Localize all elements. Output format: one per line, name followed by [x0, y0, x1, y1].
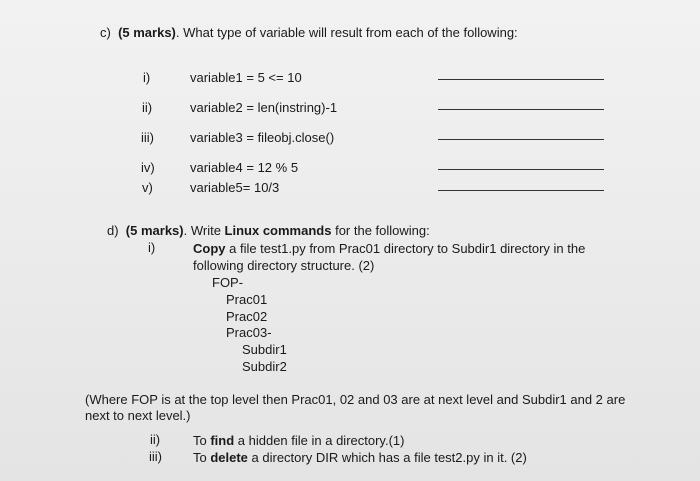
question-c-label: c)	[100, 25, 111, 40]
question-d-heading	[107, 223, 430, 238]
answer-line-c2[interactable]	[438, 109, 604, 110]
question-d-label: d)	[107, 223, 119, 238]
item-d1-line1	[193, 241, 585, 256]
tree-subdir2: Subdir2	[242, 359, 287, 374]
note-line2: next to next level.)	[85, 408, 191, 423]
item-c1-text: variable1 = 5 <= 10	[190, 70, 302, 85]
answer-line-c4[interactable]	[438, 169, 604, 170]
item-d1-number: i)	[148, 240, 156, 255]
question-c-marks: (5 marks)	[118, 25, 176, 40]
item-d3-post: a directory DIR which has a file test2.py in it. (2)	[247, 450, 527, 465]
tree-subdir1: Subdir1	[242, 342, 287, 357]
question-d-text-bold: Linux commands	[224, 223, 332, 238]
question-d-marks: (5 marks)	[125, 223, 184, 238]
item-c5-number: v)	[142, 180, 153, 195]
tree-fop: FOP-	[212, 275, 244, 290]
item-d2-post: a hidden file in a directory.(1)	[234, 433, 405, 448]
item-d1-bold: Copy	[193, 241, 226, 256]
item-c3-text: variable3 = fileobj.close()	[190, 130, 335, 145]
item-c4-text: variable4 = 12 % 5	[190, 160, 299, 175]
item-d2-pre: To	[193, 433, 211, 448]
tree-prac03: Prac03-	[226, 325, 272, 340]
item-d3-pre: To	[193, 450, 211, 465]
item-d3-bold: delete	[210, 450, 248, 465]
item-d2-bold: find	[210, 433, 235, 448]
item-d1-line2: following directory structure. (2)	[193, 258, 375, 273]
item-d3-text	[193, 450, 527, 465]
question-d-text-pre: . Write	[183, 223, 225, 238]
item-c4-number: iv)	[141, 160, 155, 175]
question-c-heading	[100, 25, 518, 40]
tree-prac02: Prac02	[226, 309, 268, 324]
answer-line-c1[interactable]	[438, 79, 604, 80]
item-d2-number: ii)	[150, 432, 161, 447]
tree-prac01: Prac01	[226, 292, 268, 307]
item-c2-number: ii)	[142, 100, 153, 115]
note-line1: (Where FOP is at the top level then Prac01, 02 and 03 are at next level and Subdir1 and 2 are	[85, 392, 626, 407]
answer-line-c5[interactable]	[438, 190, 604, 191]
item-d2-text	[193, 433, 404, 448]
item-c1-number: i)	[143, 70, 151, 85]
question-c-text: . What type of variable will result from each of the following:	[175, 25, 518, 40]
item-d3-number: iii)	[149, 449, 162, 464]
answer-line-c3[interactable]	[438, 139, 604, 140]
item-c5-text: variable5= 10/3	[190, 180, 280, 195]
question-d-text-post: for the following:	[331, 223, 430, 238]
item-d1-text: a file test1.py from Prac01 directory to Subdir1 directory in the	[225, 241, 586, 256]
item-c2-text: variable2 = len(instring)-1	[190, 100, 338, 115]
item-c3-number: iii)	[141, 130, 154, 145]
